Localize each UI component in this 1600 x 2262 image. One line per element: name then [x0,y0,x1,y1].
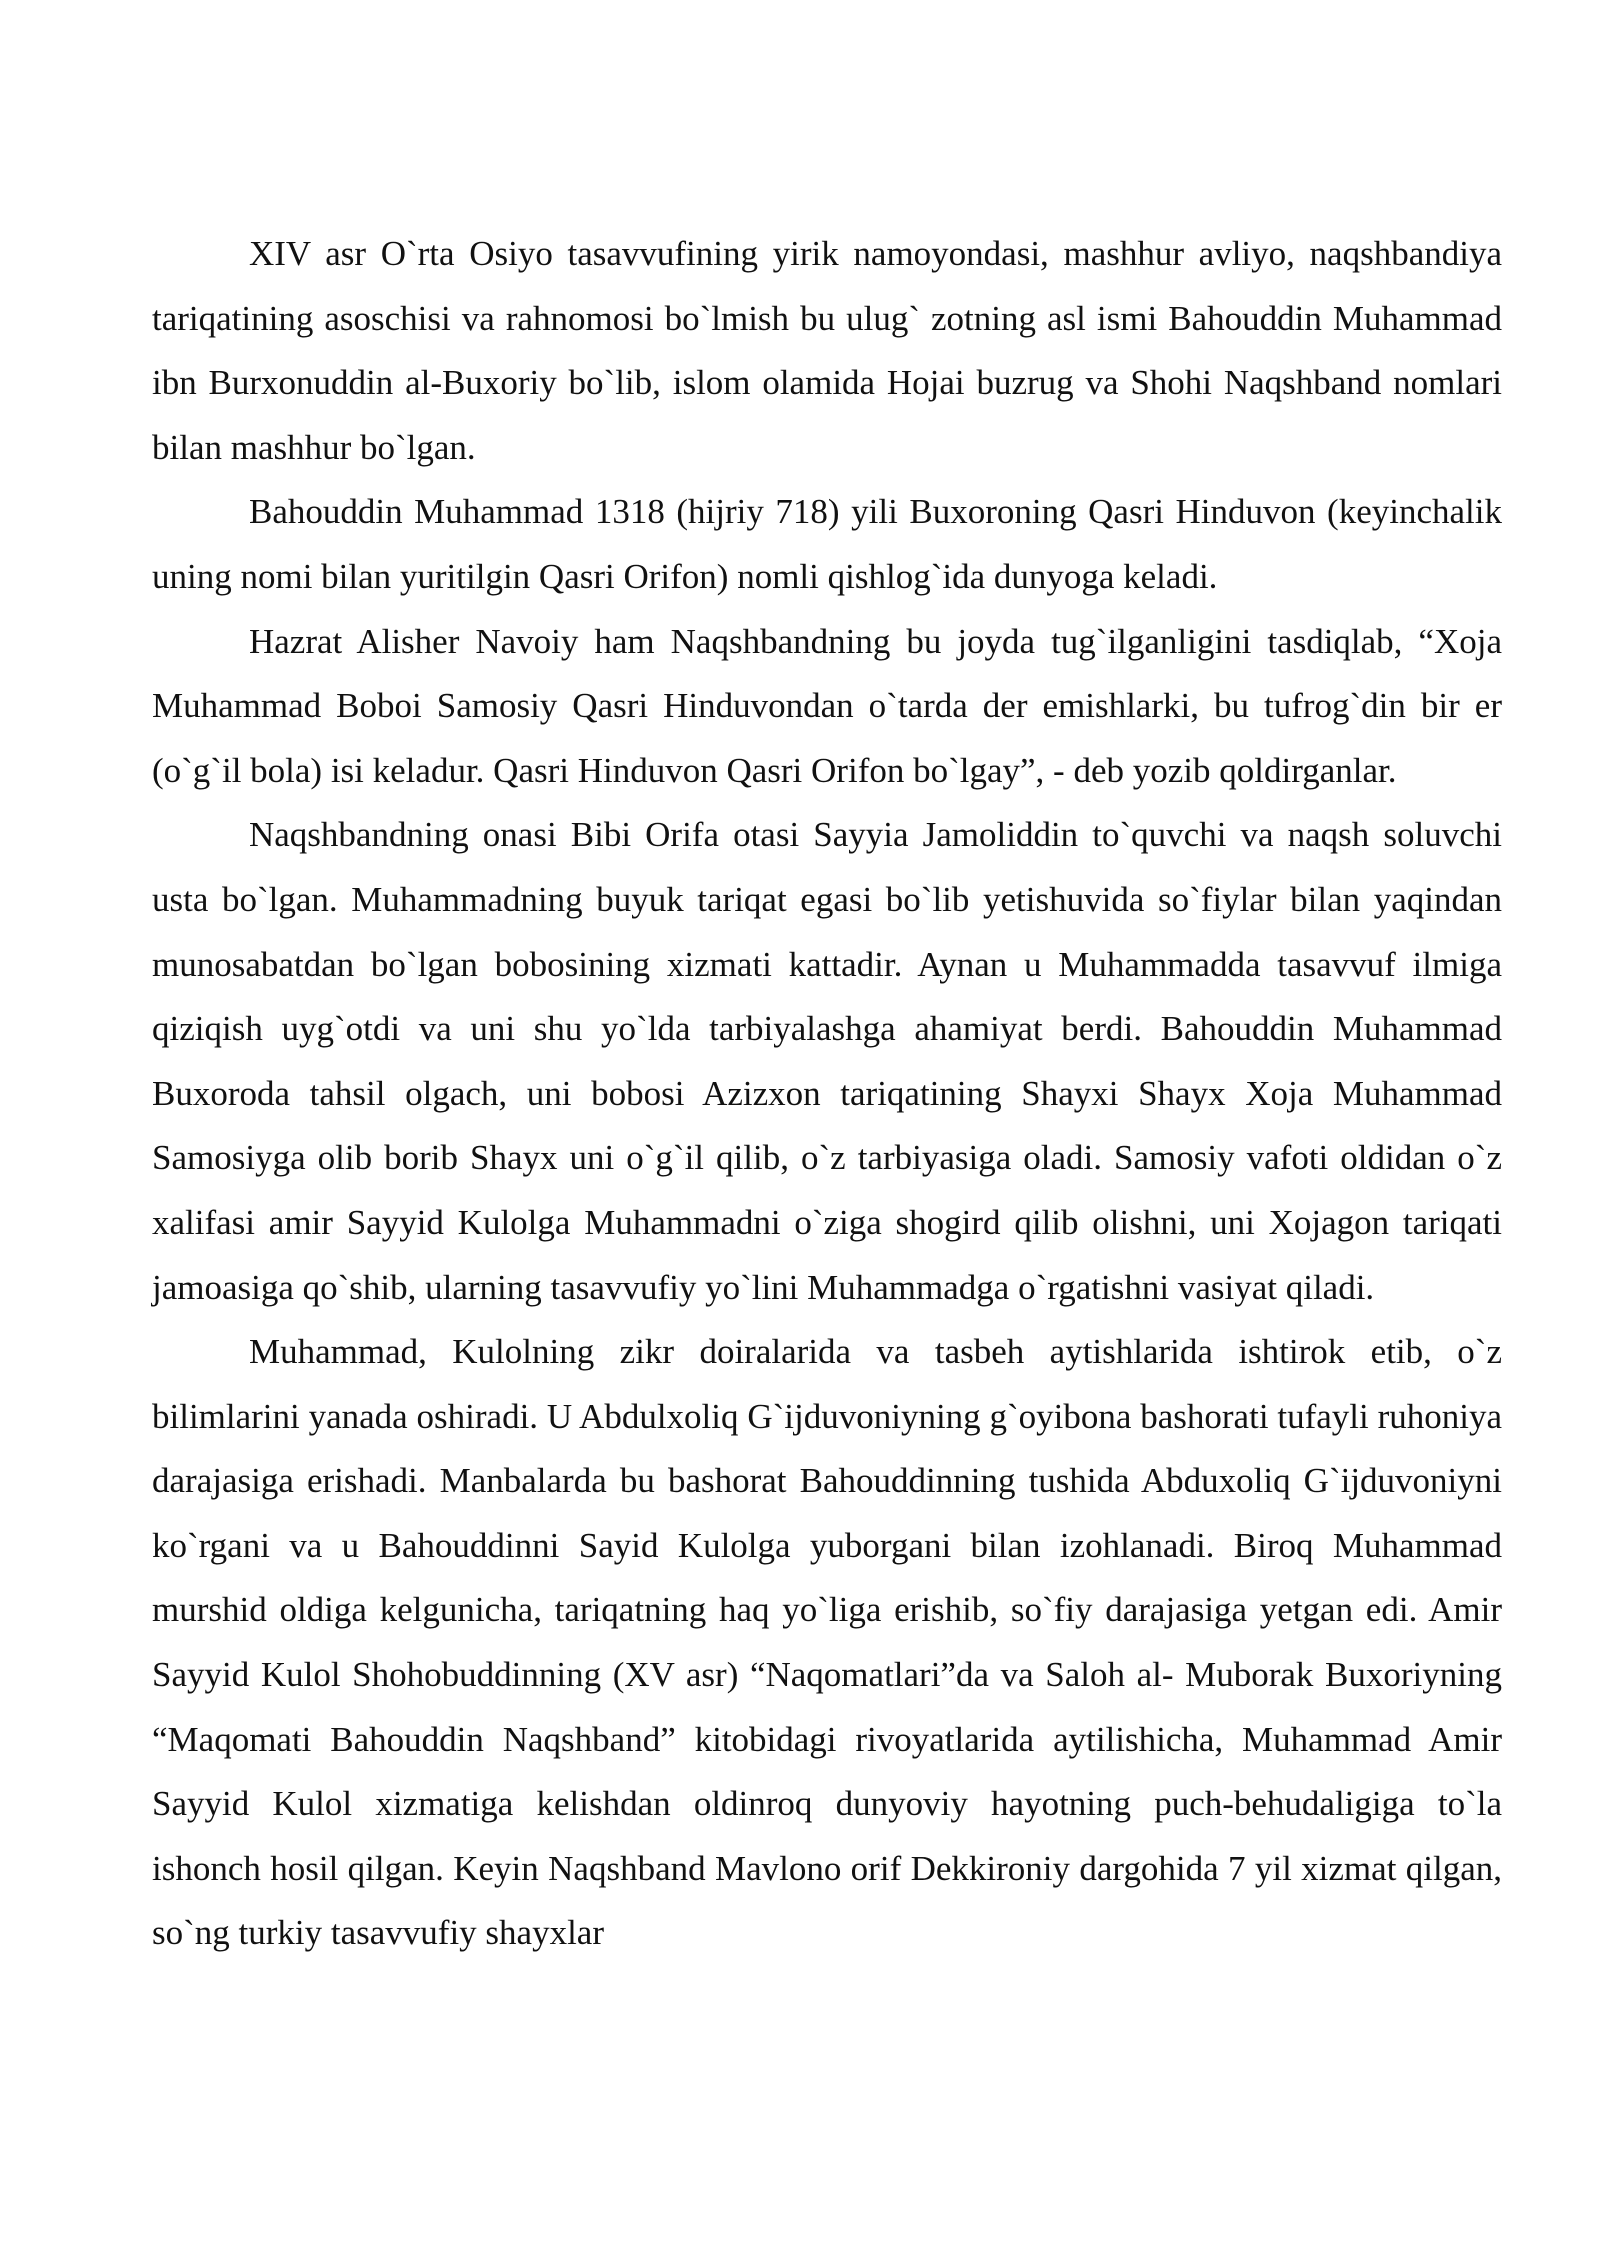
paragraph-4: Naqshbandning onasi Bibi Orifa otasi Sayyia Jamoliddin to`quvchi va naqsh soluvchi usta bo`lgan. Muhammadning buyuk tariqat egasi bo`lib yetishuvida so`fiylar bilan yaqindan munosabatdan bo`lgan bobosining xizmati kattadir. Aynan u Muhammadda tasavvuf ilmiga qiziqish uyg`otdi va uni shu yo`lda tarbiyalashga ahamiyat berdi. Bahouddin Muhammad Buxoroda tahsil olgach, uni bobosi Azizxon tariqatining Shayxi Shayx Xoja Muhammad Samosiyga olib borib Shayx uni o`g`il qilib, o`z tarbiyasiga oladi. Samosiy vafoti oldidan o`z xalifasi amir Sayyid Kulolga Muhammadni o`ziga shogird qilib olishni, uni Xojagon tariqati jamoasiga qo`shib, ularning tasavvufiy yo`lini Muhammadga o`rgatishni vasiyat qiladi. [152,815,1502,1307]
paragraph-5: Muhammad, Kulolning zikr doiralarida va tasbeh aytishlarida ishtirok etib, o`z bilimlarini yanada oshiradi. U Abdulxoliq G`ijduvoniyning g`oyibona bashorati tufayli ruhoniya darajasiga erishadi. Manbalarda bu bashorat Bahouddinning tushida Abduxoliq G`ijduvoniyni ko`rgani va u Bahouddinni Sayid Kulolga yuborgani bilan izohlanadi. Biroq Muhammad murshid oldiga kelgunicha, tariqatning haq yo`liga erishib, so`fiy darajasiga yetgan edi. Amir Sayyid Kulol Shohobuddinning (XV asr) “Naqomatlari”da va Saloh al- Muborak Buxoriyning “Maqomati Bahouddin Naqshband” kitobidagi rivoyatlarida aytilishicha, Muhammad Amir Sayyid Kulol xizmatiga kelishdan oldinroq dunyoviy hayotning puch-behudaligiga to`la ishonch hosil qilgan. Keyin Naqshband Mavlono orif Dekkironiy dargohida 7 yil xizmat qilgan, so`ng turkiy tasavvufiy shayxlar [152,1332,1502,1953]
paragraph-1: XIV asr O`rta Osiyo tasavvufining yirik namoyondasi, mashhur avliyo, naqshbandiya tariqatining asoschisi va rahnomosi bo`lmish bu ulug` zotning asl ismi Bahouddin Muhammad ibn Burxonuddin al-Buxoriy bo`lib, islom olamida Hojai buzrug va Shohi Naqshband nomlari bilan mashhur bo`lgan. [152,234,1502,467]
paragraph-2: Bahouddin Muhammad 1318 (hijriy 718) yili Buxoroning Qasri Hinduvon (keyinchalik uning nomi bilan yuritilgin Qasri Orifon) nomli qishlog`ida dunyoga keladi. [152,492,1502,596]
document-body [152,222,1502,1966]
paragraph-3: Hazrat Alisher Navoiy ham Naqshbandning bu joyda tug`ilganligini tasdiqlab, “Xoja Muhammad Boboi Samosiy Qasri Hinduvondan o`tarda der emishlarki, bu tufrog`din bir er (o`g`il bola) isi keladur. Qasri Hinduvon Qasri Orifon bo`lgay”, - deb yozib qoldirganlar. [152,621,1502,790]
